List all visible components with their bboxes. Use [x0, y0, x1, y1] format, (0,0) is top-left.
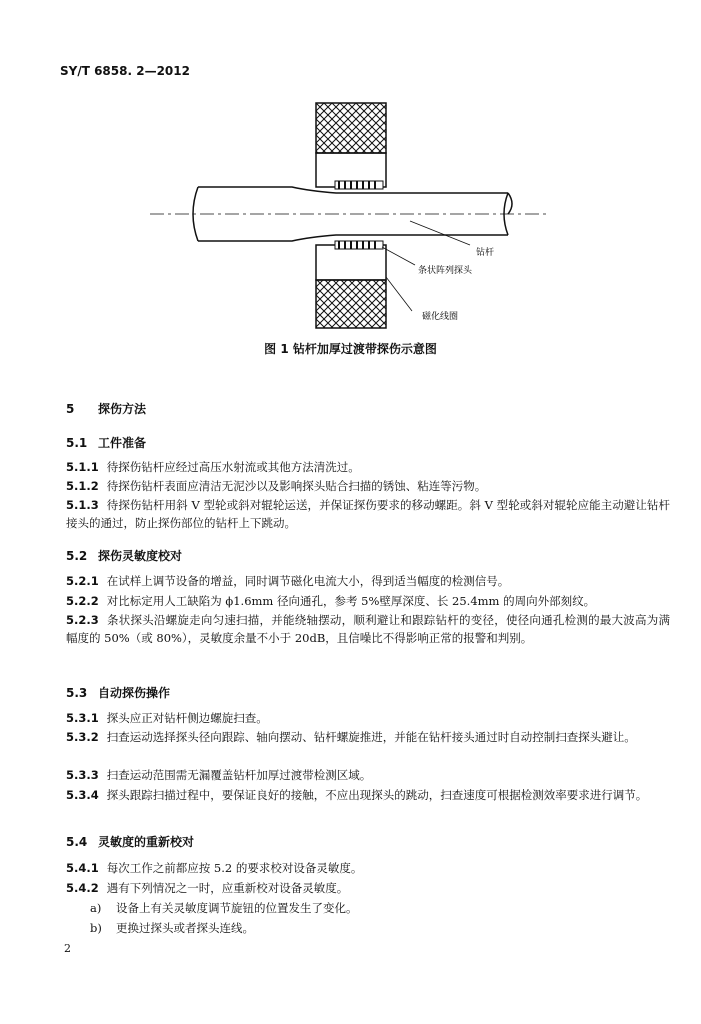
clause-5-2-2: 5.2.2 对比标定用人工缺陷为 ϕ1.6mm 径向通孔，参考 5%壁厚深度、长 25.4mm 的周向外部刻纹。 [66, 594, 596, 608]
clause-5-4-2: 5.4.2 遇有下列情况之一时，应重新校对设备灵敏度。 [66, 881, 349, 895]
clause-5-1-1: 5.1.1 待探伤钻杆应经过高压水射流或其他方法清洗过。 [66, 460, 360, 474]
section-5-4-heading: 5.4 灵敏度的重新校对 [66, 835, 195, 849]
standard-header: SY/T 6858. 2—2012 [60, 64, 190, 78]
page-number: 2 [64, 942, 71, 955]
clause-5-4-1: 5.4.1 每次工作之前都应按 5.2 的要求校对设备灵敏度。 [66, 861, 363, 875]
coil-lower-frame [316, 245, 386, 280]
clause-5-1-2: 5.1.2 待探伤钻杆表面应清洁无泥沙以及影响探头贴合扫描的锈蚀、粘连等污物。 [66, 479, 487, 493]
label-pipe: 钻杆 [476, 248, 495, 258]
figure-caption: 图 1 钻杆加厚过渡带探伤示意图 [264, 342, 437, 356]
list-item-b: b) 更换过探头或者探头连线。 [90, 921, 254, 935]
clause-5-3-4: 5.3.4 探头跟踪扫描过程中，要保证良好的接触，不应出现探头的跳动，扫查速度可根据检测效率要求进行调节。 [66, 788, 648, 802]
clause-5-2-3: 5.2.3 条状探头沿螺旋走向匀速扫描，并能绕轴摆动，顺利避让和跟踪钻杆的变径，使径向通孔检测的最大波高为满幅度的 50%（或 80%），灵敏度余量不小于 20dB，且信噪比不得影响正常的报警和判别。 [66, 613, 670, 645]
coil-upper [316, 103, 386, 153]
drill-pipe-diagram [140, 95, 560, 335]
list-item-a: a) 设备上有关灵敏度调节旋钮的位置发生了变化。 [90, 901, 358, 915]
section-5-heading: 5 探伤方法 [66, 402, 147, 416]
section-5-3-heading: 5.3 自动探伤操作 [66, 686, 171, 700]
clause-5-3-2: 5.3.2 扫查运动选择探头径向跟踪、轴向摆动、钻杆螺旋推进，并能在钻杆接头通过时自动控制扫查探头避让。 [66, 730, 636, 744]
label-probe: 条状阵列探头 [418, 266, 473, 276]
clause-5-3-3: 5.3.3 扫查运动范围需无漏覆盖钻杆加厚过渡带检测区域。 [66, 768, 372, 782]
clause-5-3-1: 5.3.1 探头应正对钻杆侧边螺旋扫查。 [66, 711, 268, 725]
label-coil: 磁化线圈 [422, 312, 459, 322]
clause-5-1-3: 5.1.3 待探伤钻杆用斜 V 型轮或斜对辊轮运送，并保证探伤要求的移动螺距。斜 V 型轮或斜对辊轮应能主动避让钻杆接头的通过，防止探伤部位的钻杆上下跳动。 [66, 498, 670, 530]
clause-5-2-1: 5.2.1 在试样上调节设备的增益，同时调节磁化电流大小，得到适当幅度的检测信号。 [66, 574, 510, 588]
coil-lower [316, 280, 386, 328]
section-5-2-heading: 5.2 探伤灵敏度校对 [66, 549, 183, 563]
section-5-1-heading: 5.1 工件准备 [66, 436, 147, 450]
